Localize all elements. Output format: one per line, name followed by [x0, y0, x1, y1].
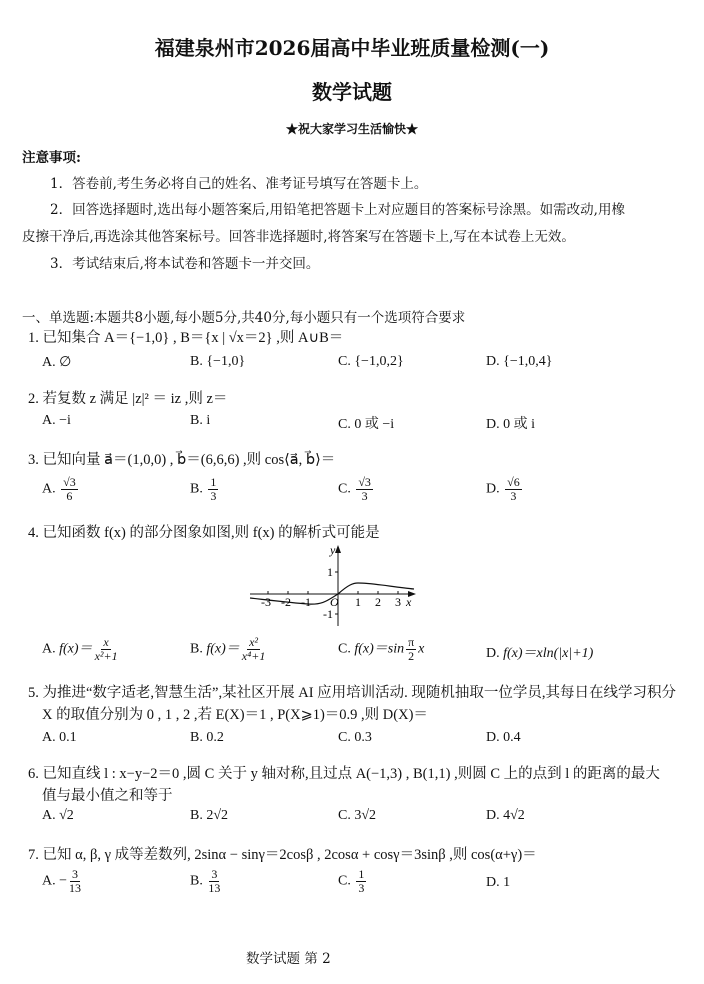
question-stem: 4. 已知函数 f(x) 的部分图象如图,则 f(x) 的解析式可能是 [28, 525, 380, 541]
question-stem-cont: 值与最小值之和等于 [42, 788, 173, 804]
option-b: B. f(x)＝ $\frac{\text{x²}}{\text{x⁴+1}}$ [190, 635, 266, 663]
question-stem: 6. 已知直线 l : x−y−2＝0 ,圆 C 关于 y 轴对称,且过点 A(−1,3) , B(1,1) ,则圆 C 上的点到 l 的距离的最大 [28, 766, 660, 782]
option-a: A. − $\frac{3}{13}$ [42, 867, 82, 895]
option-c: C. 3√2 [338, 808, 377, 823]
option-c: C. $\frac{1}{3}$ [338, 867, 365, 895]
option-a: A. ∅ [42, 355, 72, 370]
option-d: D. 1 [486, 875, 511, 890]
question-stem: 7. 已知 α, β, γ 成等差数列, 2sinα − sinγ＝2cosβ , 2cosα + cosγ＝3sinβ ,则 cos(α+γ)＝ [28, 847, 537, 863]
y-label: y [330, 543, 336, 557]
question-stem: 2. 若复数 z 满足 |z|² ＝ iz ,则 z＝ [28, 391, 228, 407]
x-label: x [406, 595, 412, 609]
exam-title: 福建泉州市2026届高中毕业班质量检测(一) [154, 36, 550, 60]
x-tick-label: -3 [261, 595, 271, 609]
option-c: C. {−1,0,2} [338, 354, 404, 369]
option-c: C. 0 或 −i [338, 417, 395, 432]
option-a: A. √2 [42, 808, 74, 823]
x-tick-label: 2 [375, 595, 381, 609]
x-tick-label: 1 [355, 595, 361, 609]
note-item: 2．回答选择题时,选出每小题答案后,用铅笔把答题卡上对应题目的答案标号涂黑。如需改动,用橡 [50, 202, 625, 218]
option-b: B. i [190, 413, 211, 428]
option-d: D. 0.4 [486, 730, 521, 745]
option-a: A. $\frac{√3}{6}$ [42, 475, 76, 503]
x-tick-label: 3 [395, 595, 401, 609]
option-b: B. $\frac{1}{3}$ [190, 475, 217, 503]
y-tick-label: 1 [327, 565, 333, 579]
note-item: 皮擦干净后,再选涂其他答案标号。回答非选择题时,将答案写在答题卡上,写在本试卷上无效。 [22, 229, 575, 245]
option-c: C. f(x)＝sin $\frac{\pi}{2}$ x [338, 635, 425, 663]
motto: ★祝大家学习生活愉快★ [285, 122, 418, 136]
option-c: C. 0.3 [338, 730, 372, 745]
option-a: A. f(x)＝ $\frac{x}{\text{x²+1}}$ [42, 635, 118, 663]
y-tick-label: -1 [323, 607, 333, 621]
option-d: D. f(x)＝xln(|x|+1) [486, 646, 594, 661]
y-axis-arrow [335, 545, 341, 553]
note-item: 3．考试结束后,将本试卷和答题卡一并交回。 [50, 256, 320, 272]
option-a: A. 0.1 [42, 730, 77, 745]
option-b: B. {−1,0} [190, 354, 246, 369]
origin-label: O [330, 595, 339, 609]
function-graph [248, 542, 418, 628]
note-item: 1．答卷前,考生务必将自己的姓名、准考证号填写在答题卡上。 [50, 176, 428, 192]
option-a: A. −i [42, 413, 71, 428]
option-d: D. $\frac{√6}{3}$ [486, 475, 520, 503]
question-stem: 1. 已知集合 A＝{−1,0} , B＝{x | √x＝2} ,则 A∪B＝ [28, 330, 344, 346]
option-b: B. 0.2 [190, 730, 224, 745]
x-tick-label: -2 [281, 595, 291, 609]
option-c: C. $\frac{√3}{3}$ [338, 475, 371, 503]
option-b: B. 2√2 [190, 808, 229, 823]
option-d: D. 4√2 [486, 808, 525, 823]
page-footer: 数学试题 第 2 [246, 951, 331, 967]
section-heading: 一、单选题:本题共8小题,每小题5分,共40分,每小题只有一个选项符合要求 [22, 310, 466, 326]
option-d: D. {−1,0,4} [486, 354, 553, 369]
option-d: D. 0 或 i [486, 417, 535, 432]
question-stem: 5. 为推进“数字适老,智慧生活”,某社区开展 AI 应用培训活动. 现随机抽取一位学员,其每日在线学习积分 [28, 685, 677, 701]
notes-heading: 注意事项: [22, 150, 81, 166]
question-stem-cont: X 的取值分别为 0 , 1 , 2 ,若 E(X)＝1 , P(X⩾1)＝0.9 ,则 D(X)＝ [42, 707, 428, 723]
x-tick-label: -1 [301, 595, 311, 609]
subject-title: 数学试题 [312, 80, 392, 104]
question-stem: 3. 已知向量 a⃗＝(1,0,0) , b⃗＝(6,6,6) ,则 cos⟨a⃗, b⃗⟩＝ [28, 452, 336, 468]
option-b: B. $\frac{3}{13}$ [190, 867, 221, 895]
